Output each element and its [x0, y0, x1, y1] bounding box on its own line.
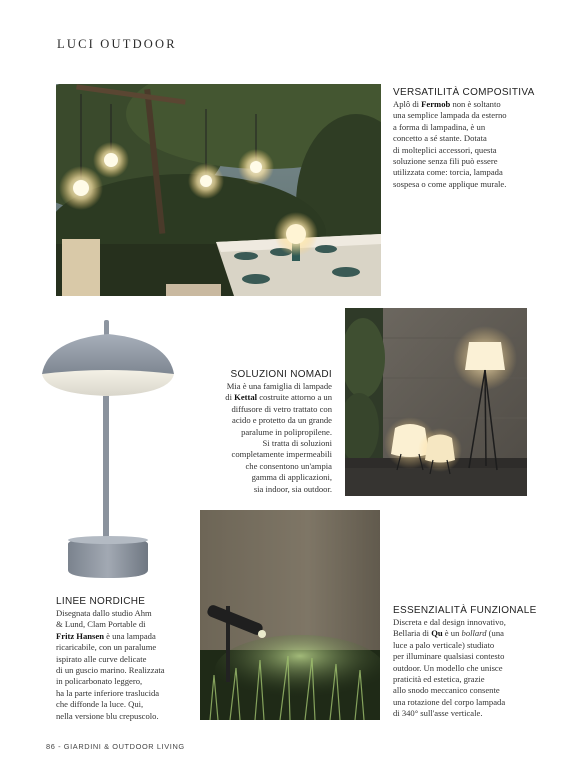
heading-soluzioni: SOLUZIONI NOMADI	[230, 369, 332, 380]
text-run: paralume in polipropilene.	[241, 426, 332, 437]
body-line	[393, 685, 563, 696]
text-run: in policarbonato leggero,	[56, 676, 143, 687]
heading-essenzialita: ESSENZIALITÀ FUNZIONALE	[393, 605, 537, 616]
text-run: una semplice lampada da esterno	[393, 110, 507, 121]
body-line	[172, 381, 332, 392]
body-line	[172, 461, 332, 472]
text-run: di molteplici accessori, questa	[393, 144, 497, 155]
text-run: costruite attorno a un	[257, 392, 332, 403]
body-line	[172, 484, 332, 495]
body-line	[172, 427, 332, 438]
text-run: outdoor. Un modello che unisce	[393, 662, 503, 673]
body-line	[172, 404, 332, 415]
text-run: ricaricabile, con un paralume	[56, 642, 157, 653]
text-run: di 340° sull'asse verticale.	[393, 708, 483, 719]
text-run: Bellaria di	[393, 628, 432, 639]
text-run: Aplô di	[393, 99, 422, 109]
text-run: Si tratta di soluzioni	[262, 438, 332, 449]
text-run: Disegnata dallo studio Ahm	[56, 608, 152, 618]
text-run: che consentono un'ampia	[245, 460, 332, 471]
body-line	[393, 651, 563, 662]
brand-name: Qu	[431, 628, 443, 639]
body-line	[393, 99, 553, 110]
text-run: (una	[486, 628, 504, 639]
clam-lamp-illustration	[38, 318, 178, 580]
text-run: sia indoor, sia outdoor.	[253, 483, 332, 494]
text-run: soluzione senza fili può essere	[393, 156, 498, 167]
text-run: sospesa o come applique murale.	[393, 178, 507, 189]
body-line	[56, 711, 201, 722]
body-line	[393, 617, 563, 628]
text-run: completamente impermeabili	[231, 449, 332, 460]
photo-garden-string-lights	[56, 84, 381, 296]
body-line	[56, 676, 201, 687]
body-line	[393, 708, 563, 719]
body-line	[393, 674, 563, 685]
text-run: è un	[442, 628, 462, 639]
body-line	[172, 438, 332, 449]
text-run: di	[225, 392, 235, 403]
body-line	[56, 642, 201, 653]
body-line	[172, 415, 332, 426]
body-line	[56, 654, 201, 665]
text-soluzioni	[172, 381, 332, 495]
text-versatilita	[393, 99, 553, 190]
brand-name: Kettal	[234, 392, 258, 403]
body-line	[393, 167, 553, 178]
body-line	[56, 665, 201, 676]
body-line	[393, 179, 553, 190]
text-run: diffusore di vetro trattato con	[231, 403, 332, 414]
body-line	[393, 110, 553, 121]
body-line	[393, 628, 563, 639]
bellaria-illustration	[200, 510, 380, 720]
mia-lamps-illustration	[345, 308, 527, 496]
body-line	[393, 122, 553, 133]
body-line	[393, 133, 553, 144]
text-run: che diffonde la luce. Qui,	[56, 699, 144, 710]
photo-mia-lamps	[345, 308, 527, 496]
body-line	[393, 663, 563, 674]
heading-linee: LINEE NORDICHE	[56, 596, 146, 607]
text-run: una rotazione del corpo lampada	[393, 696, 506, 707]
text-run: luce a palo verticale) studiato	[393, 639, 495, 650]
text-run: concetto a sé stante. Dotata	[393, 133, 487, 144]
brand-name: Fermob	[421, 99, 451, 109]
text-run: praticità ed estetica, grazie	[393, 674, 485, 685]
text-run: ispirato alle curve delicate	[56, 653, 147, 664]
text-run: utilizzata come: torcia, lampada	[393, 167, 503, 178]
text-run: Discreta e dal design innovativo,	[393, 617, 506, 627]
page-footer: 86 - GIARDINI & OUTDOOR LIVING	[46, 742, 185, 751]
body-line	[56, 619, 201, 630]
photo-bellaria-bollard	[200, 510, 380, 720]
text-linee	[56, 608, 201, 722]
body-line	[56, 631, 201, 642]
text-run: Mia è una famiglia di lampade	[226, 381, 332, 391]
section-title: LUCI OUTDOOR	[57, 37, 177, 51]
body-line	[393, 697, 563, 708]
text-run: di un guscio marino. Realizzata	[56, 665, 165, 676]
text-essenzialita	[393, 617, 563, 720]
text-run: allo snodo meccanico consente	[393, 685, 500, 696]
body-line	[393, 156, 553, 167]
text-run: gamma di applicazioni,	[251, 472, 332, 483]
text-run: & Lund, Clam Portable di	[56, 619, 146, 630]
text-run: non è soltanto	[450, 99, 501, 109]
body-line	[393, 640, 563, 651]
body-line	[172, 392, 332, 403]
body-line	[172, 472, 332, 483]
body-line	[56, 608, 201, 619]
text-run: a forma di lampadina, è un	[393, 121, 486, 132]
text-run: acido e protetto da un grande	[232, 415, 332, 426]
photo-clam-lamp	[38, 318, 178, 580]
text-run: ha la parte inferiore traslucida	[56, 687, 160, 698]
body-line	[56, 688, 201, 699]
text-run: è una lampada	[103, 630, 156, 641]
body-line	[56, 699, 201, 710]
text-run: per illuminare qualsiasi contesto	[393, 651, 505, 662]
garden-illustration	[56, 84, 381, 296]
brand-name: Fritz Hansen	[56, 630, 104, 641]
body-line	[172, 449, 332, 460]
body-line	[393, 145, 553, 156]
heading-versatilita: VERSATILITÀ COMPOSITIVA	[393, 87, 535, 98]
text-run: nella versione blu crepuscolo.	[56, 710, 159, 721]
text-run: bollard	[461, 628, 487, 639]
